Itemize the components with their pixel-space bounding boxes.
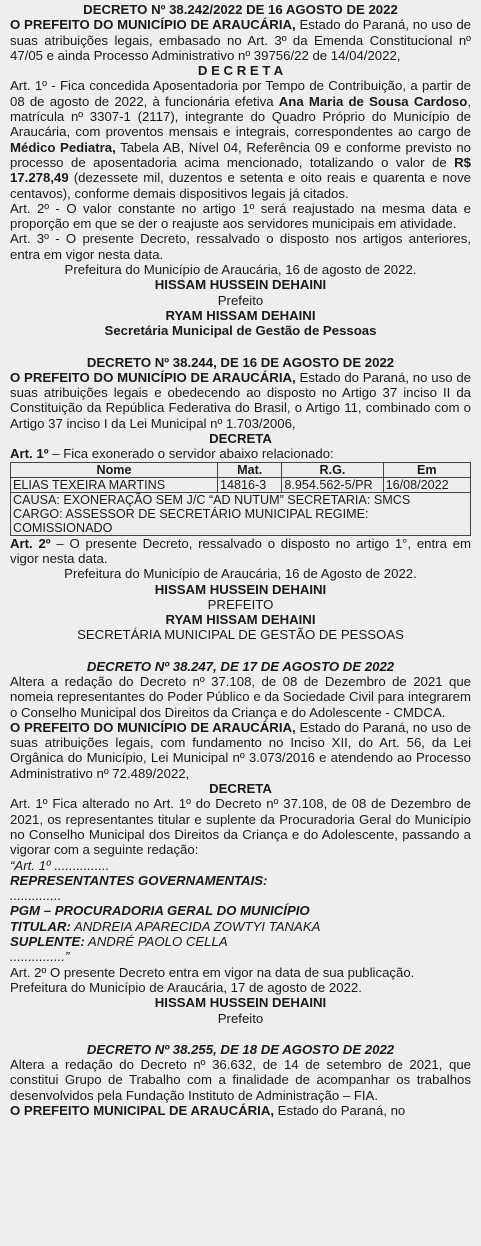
pgm-heading: PGM – PROCURADORIA GERAL DO MUNICÍPIO [10,903,310,919]
signatory-mayor-role: Prefeito [217,292,264,308]
quote-close: ...............” [10,949,70,965]
decree-intro [10,1103,471,1118]
intro-lead: O PREFEITO DO MUNICÍPIO DE ARAUCÁRIA, [10,719,296,735]
decree-intro [10,370,471,431]
decree-summary: Altera a redação do Decreto nº 37.108, de 08 de Dezembro de 2021 que nomeia representantes do Poder Público e da Sociedade Civil para integrarem o Conselho Municipal dos Direitos da Criança e do Adolescente - CMDCA. [10,673,471,720]
ellipsis-line: .............. [10,888,62,904]
titular-label: TITULAR: [10,918,71,934]
decree-38244 [10,355,471,643]
art1-text-c: Tabela AB, Nível 04, Referência 09 e conforme previsto no processo de aposentadoria acima mencionado, totalizando o valor de [10,139,471,170]
decreta-heading: D E C R E T A [197,63,284,79]
article-2 [10,536,471,567]
decree-38242 [10,2,471,339]
col-header-name: Nome [11,462,218,477]
cell-date: 16/08/2022 [383,477,470,492]
intro-text: Estado do Paraná, no uso de suas atribuições legais e obedecendo ao disposto no Artigo 37 inciso II da Constituição da República Federativa do Brasil, o Artigo 11, combinado com o Artigo 37 inciso I da Lei Municipal nº 1.703/2006, [10,369,471,431]
signatory-mayor-role: Prefeito [217,1010,264,1026]
place-date: Prefeitura do Município de Araucária, 16 de Agosto de 2022. [64,566,417,582]
exonerated-servant-table [10,462,471,493]
article-2: Art. 2º O presente Decreto entra em vigor na data de sua publicação. [10,964,415,980]
decree-38255 [10,1042,471,1118]
intro-lead: O PREFEITO DO MUNICÍPIO DE ARAUCÁRIA, [10,369,296,385]
article-3: Art. 3º - O presente Decreto, ressalvado o disposto nos artigos anteriores, entra em vigor nesta data. [10,231,471,262]
cell-rg: 8.954.562-5/PR [282,477,383,492]
decree-summary: Altera a redação do Decreto nº 36.632, de 14 de setembro de 2021, que constitui Grupo de Trabalho com a finalidade de acompanhar os trabalhos desenvolvidos pela Fundação Instituto de Administração – FIA. [10,1057,471,1103]
cell-mat: 14816-3 [218,477,282,492]
decreta-heading: DECRETA [209,781,272,797]
signatory-mayor-name: HISSAM HUSSEIN DEHAINI [154,995,327,1011]
col-header-date: Em [383,462,470,477]
signatory-secretary-role: Secretária Municipal de Gestão de Pessoas [104,323,377,339]
article-1: Art. 1º Fica alterado no Art. 1º do Decreto nº 37.108, de 08 de Dezembro de 2021, os representantes titular e suplente da Procuradoria Geral do Município no Conselho Municipal dos Direitos da Criança e do Adolescente, passando a vigorar com a seguinte redação: [10,796,471,858]
intro-lead: O PREFEITO MUNICIPAL DE ARAUCÁRIA, [10,1103,275,1118]
table-header-row [11,462,471,477]
suplente-line [10,934,471,949]
signatory-secretary-role: SECRETÁRIA MUNICIPAL DE GESTÃO DE PESSOAS [77,627,404,643]
signatory-mayor-name: HISSAM HUSSEIN DEHAINI [154,581,327,597]
exoneration-details-box [10,493,471,536]
suplente-name: ANDRÉ PAOLO CELLA [84,934,228,950]
titular-line [10,919,471,934]
art2-label: Art. 2º [10,535,51,551]
retiree-name: Ana Maria de Sousa Cardoso [278,93,468,109]
place-date: Prefeitura do Município de Araucária, 17 de agosto de 2022. [10,979,362,995]
decree-intro [10,17,471,63]
col-header-rg: R.G. [282,462,383,477]
article-1 [10,78,471,200]
article-1 [10,446,471,461]
suplente-label: SUPLENTE: [10,934,85,950]
article-2: Art. 2º - O valor constante no artigo 1º será reajustado na mesma data e proporção em que se der o reajuste aos servidores municipais em atividade. [10,200,471,232]
art1-text: – Fica exonerado o servidor abaixo relacionado: [48,446,334,462]
pension-value: R$ 17.278,49 [10,154,471,186]
decree-title: DECRETO Nº 38.247, DE 17 DE AGOSTO DE 2022 [86,658,395,674]
art2-text: – O presente Decreto, ressalvado o disposto no artigo 1°, entra em vigor nesta data. [10,535,471,566]
col-header-mat: Mat. [218,462,282,477]
place-date: Prefeitura do Município de Araucária, 16 de agosto de 2022. [64,262,417,278]
cell-name: ELIAS TEXEIRA MARTINS [11,477,218,492]
decree-title: DECRETO Nº 38.255, DE 18 DE AGOSTO DE 2022 [86,1041,395,1057]
signatory-secretary-name: RYAM HISSAM DEHAINI [165,612,316,628]
causa-line: CAUSA: EXONERAÇÃO SEM J/C “AD NUTUM” SECRETARIA: SMCS [13,492,411,507]
art1-text-d: (dezessete mil, duzentos e setenta e oito reais e quarenta e nove centavos), conforme demais dispositivos legais já citados. [10,170,471,201]
retiree-role: Médico Pediatra, [10,139,116,155]
intro-text: Estado do Paraná, no uso de suas atribuições legais, embasado no Art. 3º da Emenda Constitucional nº 47/05 e ainda Processo Administrativo nº 39756/22 de 14/04/2022, [10,17,471,63]
intro-lead: O PREFEITO DO MUNICÍPIO DE ARAUCÁRIA, [10,17,296,33]
rep-gov-heading: REPRESENTANTES GOVERNAMENTAIS: [10,872,268,888]
cargo-line: CARGO: ASSESSOR DE SECRETÁRIO MUNICIPAL REGIME: COMISSIONADO [13,506,369,535]
signatory-mayor-name: HISSAM HUSSEIN DEHAINI [154,277,327,293]
art1-text-a: Art. 1º - Fica concedida Aposentadoria por Tempo de Contribuição, a partir de 08 de agosto de 2022, à funcionária efetiva [10,78,471,109]
intro-text: Estado do Paraná, no uso de suas atribuições legais, com fundamento no Inciso XII, do Art. 56, da Lei Orgânica do Município, Lei Municipal nº 3.073/2016 e atendendo ao Processo Administrativo nº 72.489/2022, [10,719,471,781]
decree-title: DECRETO Nº 38.244, DE 16 DE AGOSTO DE 2022 [86,354,395,370]
decree-38247 [10,659,471,1026]
titular-name: ANDREIA APARECIDA ZOWTYI TANAKA [70,918,321,934]
signatory-secretary-name: RYAM HISSAM DEHAINI [165,307,316,323]
decreta-heading: DECRETA [209,431,272,447]
decree-intro [10,720,471,781]
quote-open: “Art. 1º ............... [10,857,110,873]
table-row [11,477,471,492]
art1-label: Art. 1º [10,446,49,462]
intro-text: Estado do Paraná, no [274,1103,406,1118]
signatory-mayor-role: PREFEITO [207,596,274,612]
decree-title: DECRETO Nº 38.242/2022 DE 16 AGOSTO DE 2022 [83,2,398,17]
art1-text-b: , matrícula nº 3307-1 (2117), integrante do Quadro Próprio do Município de Araucária, com proventos mensais e integrais, correspondentes ao cargo de [10,93,471,140]
